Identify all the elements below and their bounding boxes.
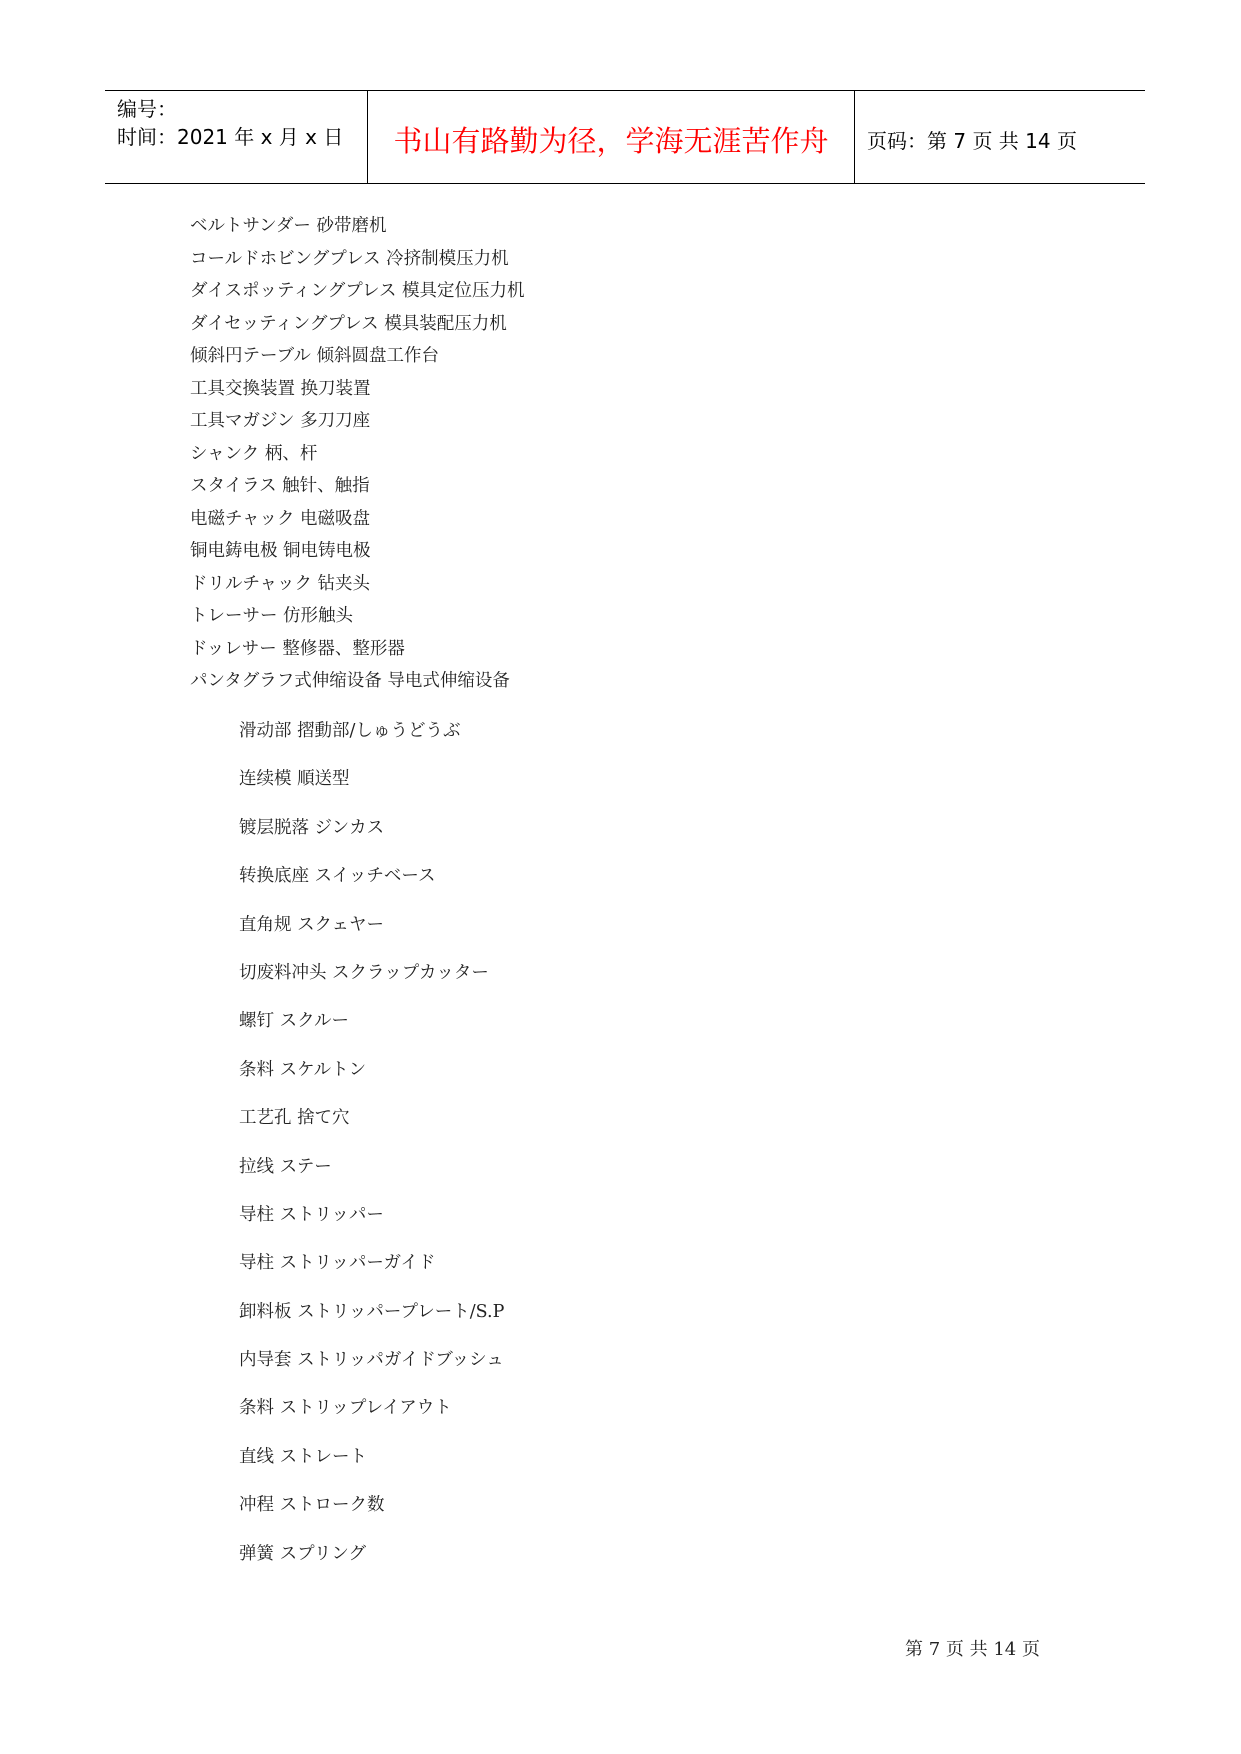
header-page-cell [855,91,1145,183]
glossary-entry: 倾斜円テーブル 倾斜圆盘工作台 [190,346,439,366]
glossary-entry: 切废料冲头 スクラップカッター [239,962,489,983]
glossary-entry: 导柱 ストリッパー [239,1204,384,1225]
glossary-entry: 内导套 ストリッパガイドブッシュ [239,1350,504,1371]
glossary-entry: 工艺孔 捨て穴 [239,1108,350,1129]
glossary-entry: ドッレサー 整修器、整形器 [190,638,405,659]
serial-number-label: 编号： [117,97,177,121]
date-label: 时间：2021 年 x 月 x 日 [117,125,344,149]
glossary-entry: 拉线 ステー [239,1156,332,1177]
glossary-entry: 铜电鋳电极 铜电铸电极 [190,541,371,561]
glossary-entry: 直线 ストレート [239,1446,368,1467]
glossary-entry: 卸料板 ストリッパープレート/S.P [239,1301,505,1322]
glossary-entry: トレーサー 仿形触头 [190,606,354,626]
glossary-entry: 冲程 ストローク数 [239,1495,385,1516]
glossary-entry: 导柱 ストリッパーガイド [239,1253,436,1274]
glossary-entry: パンタグラフ式伸缩设备 导电式伸缩设备 [190,671,510,691]
glossary-entry: 工具交換装置 换刀装置 [190,378,371,399]
glossary-entry: ベルトサンダー 砂带磨机 [190,216,387,236]
header-page-number: 页码：第 7 页 共 14 页 [867,129,1077,153]
header-motto-cell [368,91,855,183]
glossary-entry: 条料 スケルトン [239,1059,367,1080]
glossary-entry: 弹簧 スプリング [239,1543,367,1564]
motto-text: 书山有路勤为径，学海无涯苦作舟 [393,124,829,158]
glossary-entry: 镀层脱落 ジンカス [239,817,385,838]
footer-page-number: 第 7 页 共 14 页 [905,1639,1040,1660]
page-header [105,90,1145,184]
glossary-list-part1 [190,213,525,701]
glossary-entry: コールドホビングプレス 冷挤制模压力机 [190,248,509,269]
glossary-entry: ドリルチャック 钻夹头 [190,573,371,594]
glossary-entry: 螺钉 スクルー [239,1011,350,1032]
glossary-entry: 电磁チャック 电磁吸盘 [190,508,371,529]
glossary-list-part2 [239,718,504,1589]
glossary-entry: 转换底座 スイッチベース [239,866,436,887]
glossary-entry: シャンク 柄、杆 [190,443,318,464]
glossary-entry: 滑动部 摺動部/しゅうどうぶ [239,721,461,741]
glossary-entry: 工具マガジン 多刀刀座 [190,411,371,431]
glossary-entry: ダイセッティングプレス 模具装配压力机 [190,313,507,334]
glossary-entry: 条料 ストリップレイアウト [239,1398,452,1419]
header-info-cell [105,91,368,183]
glossary-entry: スタイラス 触针、触指 [190,476,370,496]
glossary-entry: 连续模 順送型 [239,769,350,790]
glossary-entry: ダイスポッティングプレス 模具定位压力机 [190,281,525,301]
glossary-entry: 直角规 スクェヤー [239,914,385,935]
